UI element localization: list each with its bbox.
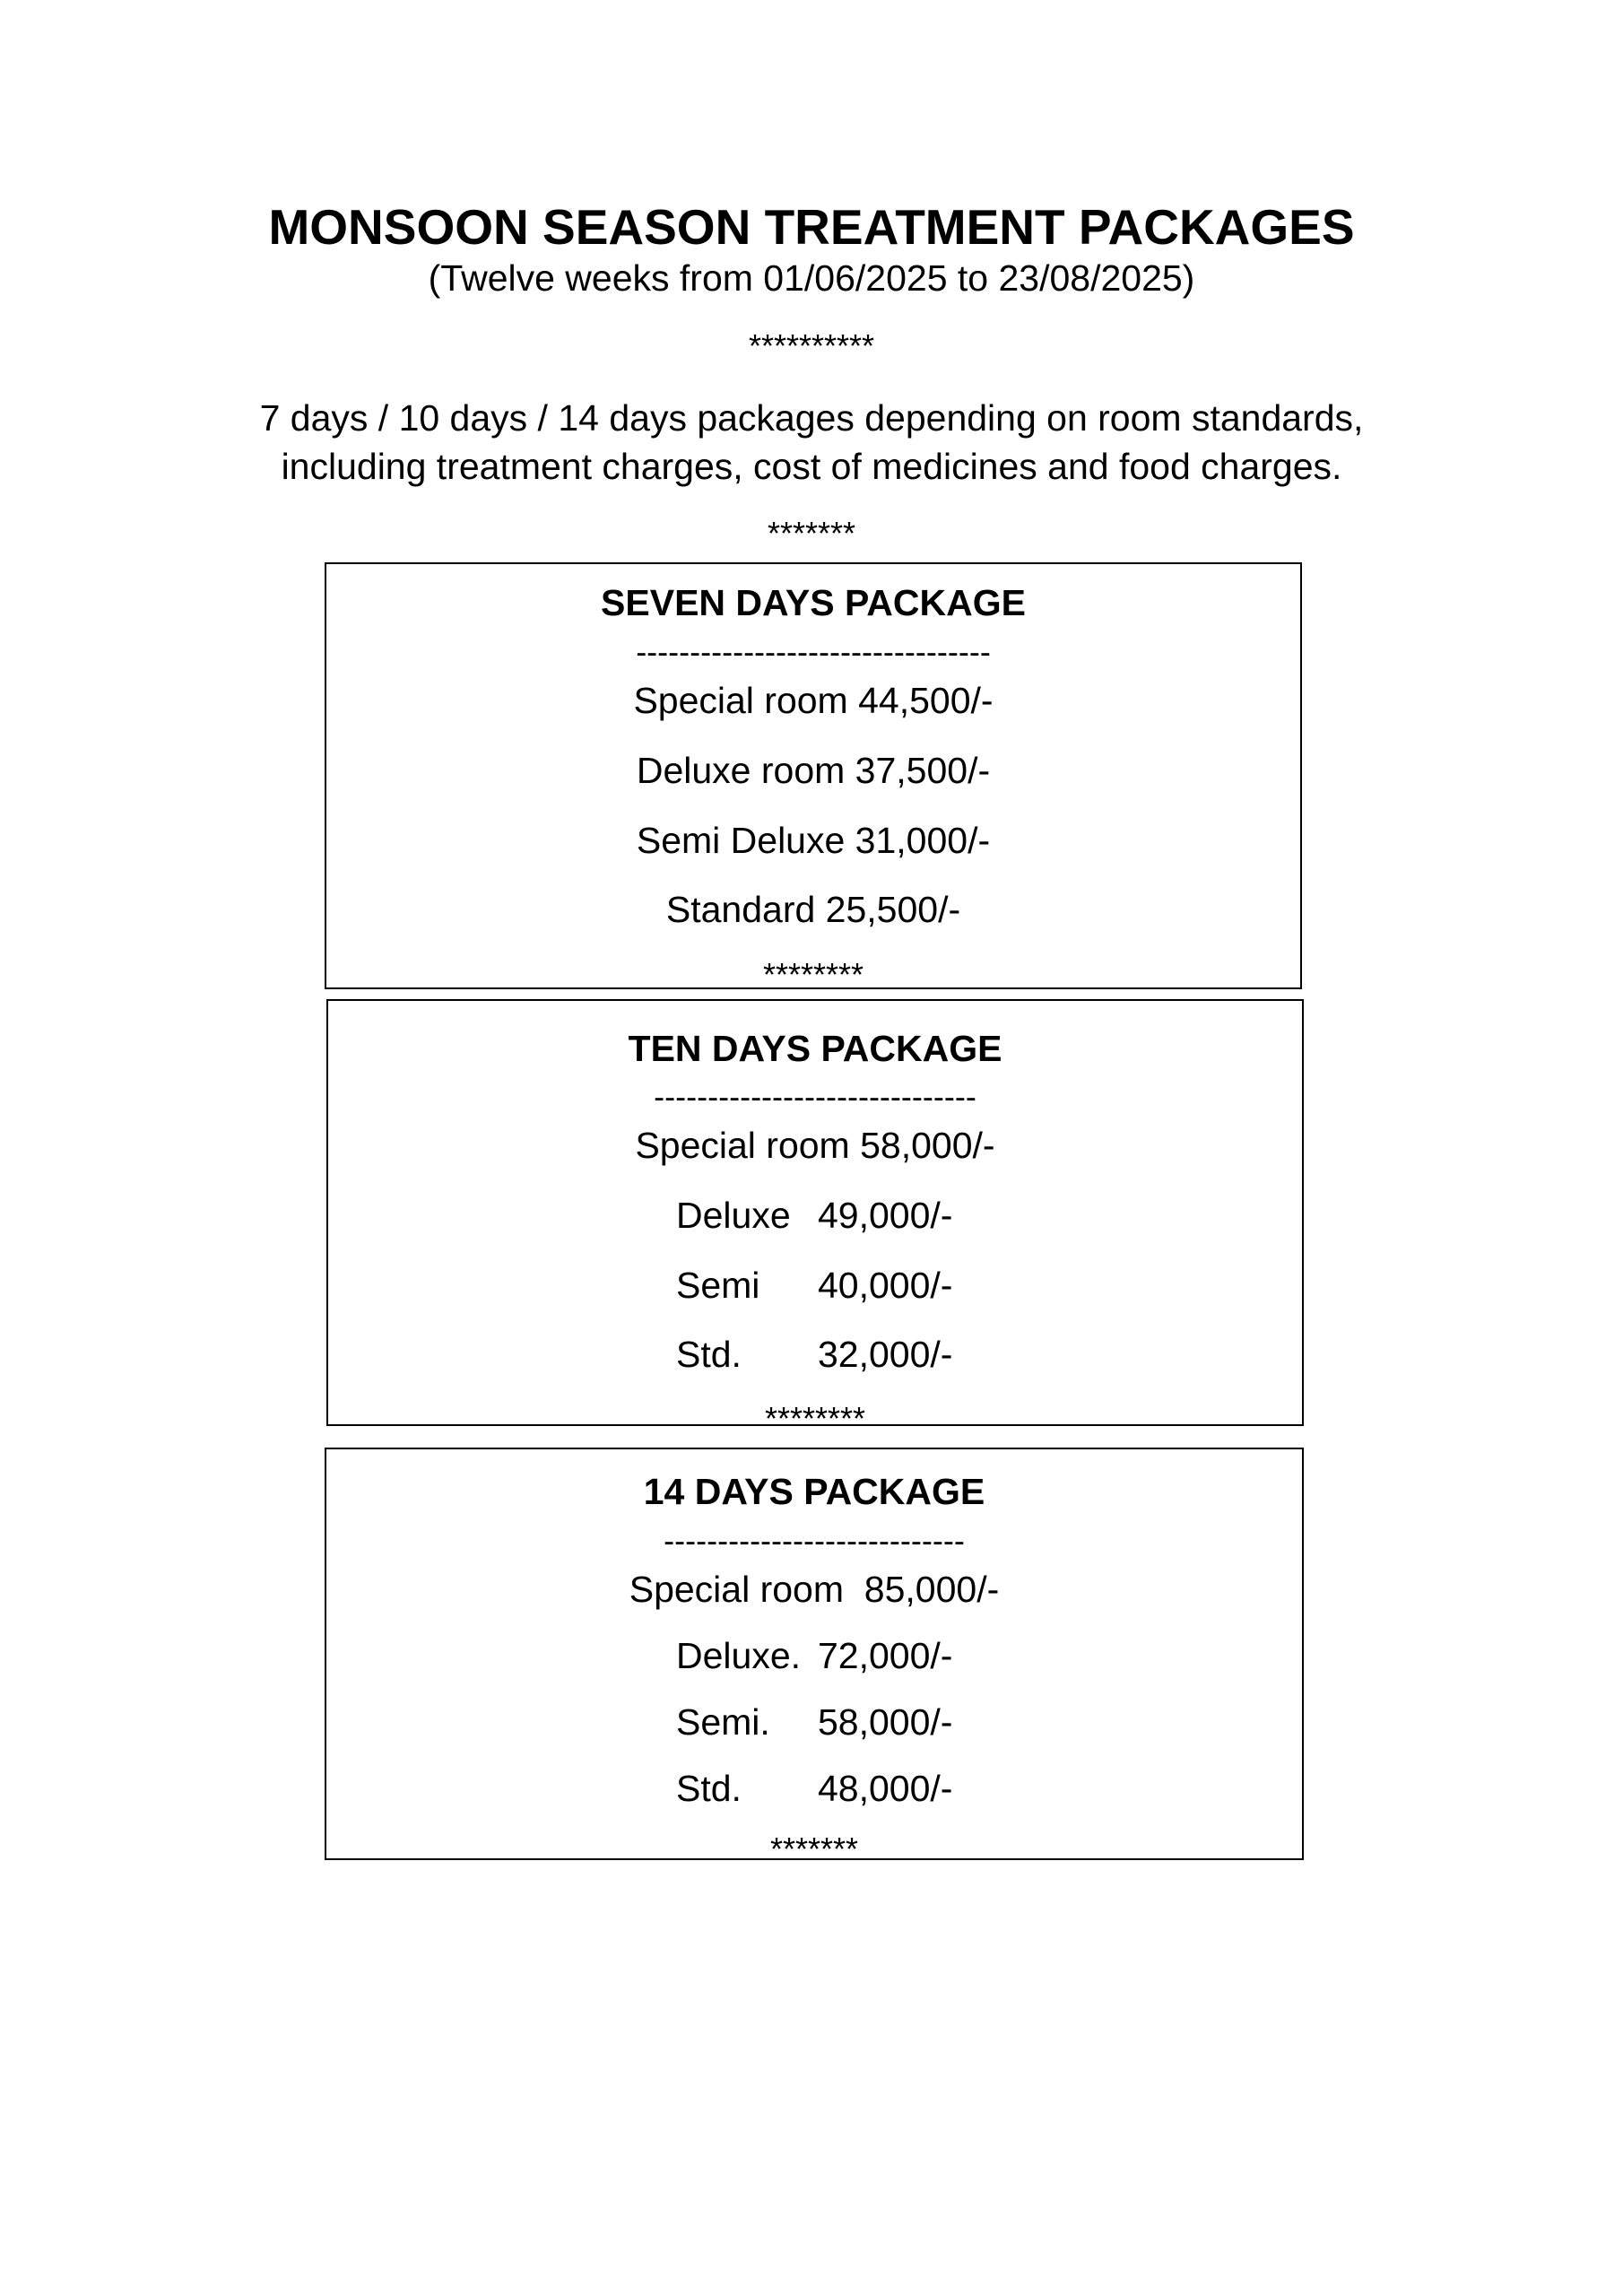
- package-heading: TEN DAYS PACKAGE: [628, 1028, 1002, 1069]
- intro-text: [0, 394, 1623, 491]
- package-end-separator: ********: [764, 1400, 866, 1437]
- package-line: Special room 85,000/-: [629, 1569, 1000, 1610]
- package-row-label: Deluxe: [676, 1195, 791, 1236]
- package-line: Standard 25,500/-: [665, 889, 961, 930]
- package-row: [676, 1330, 953, 1378]
- package-box-seven-days: [325, 562, 1302, 993]
- package-heading: SEVEN DAYS PACKAGE: [601, 582, 1026, 623]
- package-row-value: 32,000/-: [818, 1334, 953, 1375]
- header-separator: **********: [748, 327, 875, 364]
- package-divider: ---------------------------------: [636, 633, 991, 670]
- intro-separator: *******: [767, 515, 856, 552]
- package-row-label: Deluxe.: [676, 1635, 802, 1676]
- package-heading: 14 DAYS PACKAGE: [643, 1471, 985, 1512]
- package-line: Semi Deluxe 31,000/-: [636, 820, 991, 861]
- package-row-value: 48,000/-: [818, 1768, 953, 1809]
- package-box-fourteen-days: [325, 1448, 1304, 1867]
- package-row-value: 49,000/-: [818, 1195, 953, 1236]
- package-divider: ----------------------------: [664, 1522, 965, 1559]
- package-end-separator: *******: [769, 1831, 859, 1867]
- package-end-separator: ********: [762, 956, 864, 993]
- page-title: MONSOON SEASON TREATMENT PACKAGES: [268, 199, 1355, 255]
- package-box-ten-days: [326, 999, 1304, 1437]
- page-subtitle: (Twelve weeks from 01/06/2025 to 23/08/2025): [428, 257, 1195, 299]
- package-line: Deluxe room 37,500/-: [636, 750, 991, 791]
- package-row: [676, 1261, 953, 1309]
- package-line: Special room 44,500/-: [633, 680, 994, 721]
- package-row: [676, 1191, 953, 1239]
- intro-line-2: including treatment charges, cost of medicines and food charges.: [281, 446, 1342, 487]
- package-divider: ------------------------------: [654, 1078, 976, 1115]
- package-line: Special room 58,000/-: [635, 1125, 995, 1166]
- package-row-value: 72,000/-: [818, 1635, 953, 1676]
- package-row: [676, 1631, 953, 1680]
- package-row: [676, 1764, 953, 1813]
- package-row-label: Semi.: [676, 1701, 770, 1743]
- package-row-label: Std.: [676, 1768, 742, 1809]
- intro-line-1: 7 days / 10 days / 14 days packages depending on room standards,: [259, 397, 1364, 439]
- package-row-label: Semi: [676, 1265, 760, 1306]
- package-row-value: 40,000/-: [818, 1265, 953, 1306]
- package-row-label: Std.: [676, 1334, 742, 1375]
- package-row: [676, 1698, 953, 1746]
- package-row-value: 58,000/-: [818, 1701, 953, 1743]
